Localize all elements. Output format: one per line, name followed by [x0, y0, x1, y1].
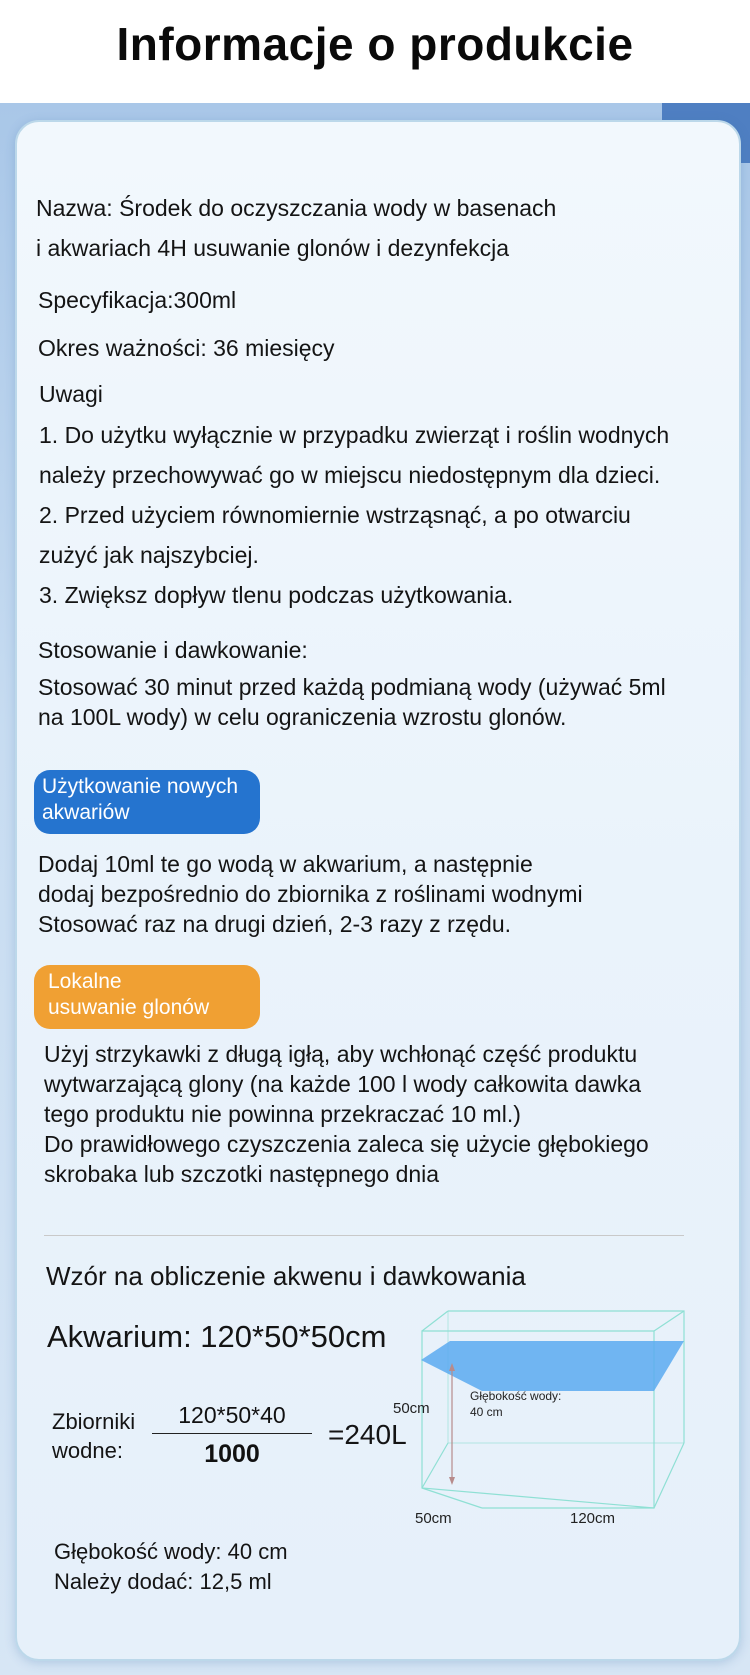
length-label: 120cm	[570, 1510, 616, 1527]
product-expiry: Okres ważności: 36 miesięcy	[38, 335, 335, 361]
water-surface	[421, 1341, 684, 1391]
aquarium-diagram	[393, 1305, 698, 1527]
notes-line: 2. Przed użyciem równomiernie wstrząsnąć, a po otwarciu	[39, 502, 631, 528]
new-aquarium-label-line2: akwariów	[42, 801, 130, 824]
page-header	[0, 0, 750, 103]
new-aquarium-line: dodaj bezpośrednio do zbiornika z roślinami wodnymi	[38, 881, 583, 907]
usage-line: Stosować 30 minut przed każdą podmianą wody (używać 5ml	[38, 674, 666, 700]
notes-line: zużyć jak najszybciej.	[39, 542, 259, 568]
section-divider	[44, 1235, 684, 1236]
depth-label-line1: Głębokość wody:	[470, 1389, 562, 1403]
local-removal-label-line2: usuwanie glonów	[48, 996, 210, 1019]
depth-label-line2: 40 cm	[470, 1405, 503, 1419]
product-name-line2: i akwariach 4H usuwanie glonów i dezynfekcja	[36, 235, 510, 261]
glass-edge	[422, 1443, 448, 1488]
local-removal-line: wytwarzającą glony (na każde 100 l wody całkowita dawka	[44, 1071, 642, 1097]
usage-line: na 100L wody) w celu ograniczenia wzrostu glonów.	[38, 704, 567, 730]
formula-heading: Wzór na obliczenie akwenu i dawkowania	[46, 1261, 526, 1291]
formula-result: =240L	[328, 1419, 407, 1450]
local-removal-line: skrobaka lub szczotki następnego dnia	[44, 1161, 440, 1187]
notes-line: 3. Zwiększ dopływ tlenu podczas użytkowania.	[39, 582, 514, 608]
local-removal-line: Użyj strzykawki z długą igłą, aby wchłonąć część produktu	[44, 1041, 638, 1067]
local-removal-line: Do prawidłowego czyszczenia zaleca się użycie głębokiego	[44, 1131, 649, 1157]
local-removal-badge	[34, 965, 260, 1029]
fraction-bar	[152, 1433, 312, 1434]
glass-edge	[654, 1311, 684, 1331]
height-label: 50cm	[393, 1400, 430, 1417]
formula-fraction	[152, 1399, 312, 1470]
new-aquarium-label-line1: Użytkowanie nowych	[42, 775, 239, 798]
formula-numerator: 120*50*40	[178, 1402, 286, 1428]
local-removal-label-line1: Lokalne	[48, 970, 122, 993]
tanks-label-line2: wodne:	[52, 1438, 123, 1463]
water-depth: Głębokość wody: 40 cm	[54, 1539, 288, 1564]
aquarium-glass	[422, 1311, 684, 1508]
new-aquarium-line: Stosować raz na drugi dzień, 2-3 razy z rzędu.	[38, 911, 512, 937]
tanks-label-line1: Zbiorniki	[52, 1409, 136, 1434]
page-title: Informacje o produkcie	[116, 17, 634, 70]
notes-line: należy przechowywać go w miejscu niedostępnym dla dzieci.	[39, 462, 661, 488]
aquarium-dimensions: Akwarium: 120*50*50cm	[47, 1319, 387, 1354]
local-removal-line: tego produktu nie powinna przekraczać 10 ml.)	[44, 1101, 521, 1127]
product-name-line1: Nazwa: Środek do oczyszczania wody w basenach	[36, 195, 557, 221]
formula-denominator: 1000	[204, 1440, 260, 1468]
depth-arrow-head-bottom	[449, 1477, 455, 1485]
dose-to-add: Należy dodać: 12,5 ml	[54, 1569, 272, 1594]
product-spec: Specyfikacja:300ml	[38, 287, 237, 313]
new-aquarium-badge	[34, 770, 260, 834]
notes-line: 1. Do użytku wyłącznie w przypadku zwierząt i roślin wodnych	[39, 422, 670, 448]
new-aquarium-line: Dodaj 10ml te go wodą w akwarium, a następnie	[38, 851, 533, 877]
glass-edge	[422, 1311, 448, 1331]
glass-edge	[654, 1443, 684, 1508]
usage-heading: Stosowanie i dawkowanie:	[38, 637, 308, 663]
width-label: 50cm	[415, 1510, 452, 1527]
notes-heading: Uwagi	[39, 381, 103, 407]
